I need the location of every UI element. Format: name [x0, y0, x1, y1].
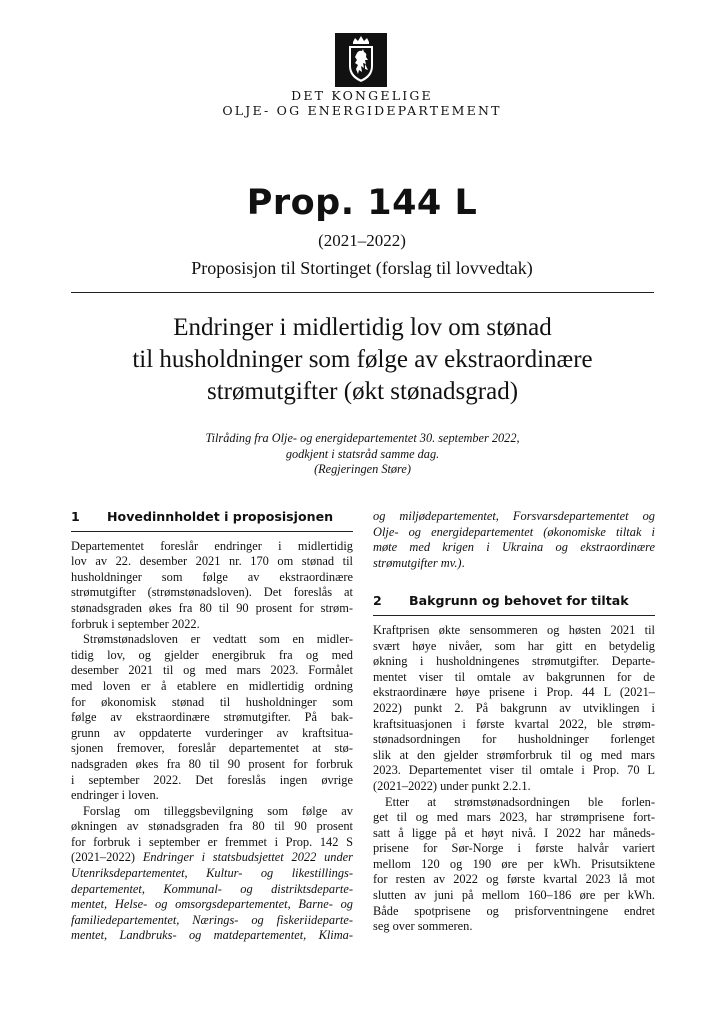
body-line: med loven er å etablere en midlertidig ordning	[71, 678, 353, 693]
body-line: mentet viser til omtale av bakgrunnen for de	[373, 669, 655, 684]
body-line: tidig lov, og gjelder energibruk fra og med	[71, 647, 353, 662]
body-line: seg over sommeren.	[373, 919, 473, 934]
body-line: i september 2022. Det foreslås ingen øvrige	[71, 772, 353, 787]
body-line: nadsgraden økes fra 80 til 90 prosent for forbruk	[71, 756, 353, 771]
body-line: husholdninger som følge av ekstraordinære	[71, 569, 353, 584]
body-line: økningen av stønadsgraden fra 80 til 90 prosent	[71, 819, 353, 834]
body-line: Utenriksdepartementet, Kultur- og likestillings-	[71, 866, 353, 881]
body-line: mentet, Helse- og omsorgsdepartementet, Barne- og	[71, 897, 353, 912]
body-line: departementet, Kommunal- og distriktsdeparte-	[71, 881, 353, 896]
body-line: Forslag om tilleggsbevilgning som følge av	[83, 803, 353, 818]
body-line: forbruk i september 2022.	[71, 616, 200, 631]
section-title: Bakgrunn og behovet for tiltak	[409, 593, 629, 609]
body-line: grunn av oppdaterte vurderinger av kraftsitua-	[71, 725, 353, 740]
body-line	[373, 556, 655, 572]
document-title-line: Endringer i midlertidig lov om stønad	[173, 314, 552, 341]
body-line: 2022) punkt 2. På bakgrunn av utviklingen i	[373, 700, 655, 715]
section-number: 1	[71, 509, 80, 524]
body-line: stønadsordningen for husholdninger forlenget	[373, 732, 655, 747]
body-line: mentet, Landbruks- og matdepartementet, Klima-	[71, 928, 353, 943]
proposition-number: Prop. 144 L	[246, 183, 478, 223]
body-text: .	[461, 555, 465, 570]
body-text-italic: strømutgifter mv.)	[373, 555, 462, 570]
body-line: slutten av juni på mellom 160–186 øre per kWh.	[373, 888, 655, 903]
document-title	[71, 312, 654, 408]
submission-line: godkjent i statsråd samme dag.	[285, 446, 440, 461]
body-line: for resten av 2022 og første kvartal 2023 lå mot	[373, 872, 655, 887]
body-line: Både spotprisene og prisforventningene endret	[373, 903, 655, 918]
body-line: stønadsgraden økes fra 80 til 90 prosent for strøm-	[71, 600, 353, 615]
body-line	[71, 850, 353, 866]
submission-note	[71, 431, 654, 478]
body-line: følge av ekstraordinære strømutgifter. På bak-	[71, 710, 353, 725]
body-line: familiedepartementet, Nærings- og fiskeriideparte-	[71, 912, 353, 927]
section-number: 2	[373, 593, 382, 609]
section-2-heading	[373, 593, 655, 616]
body-line: desember 2021 til og med mars 2023. Formålet	[71, 663, 353, 678]
body-line: slik at den gjelder strømforbruk til og med mars	[373, 747, 655, 762]
body-line: møte med krigen i Ukraina og ekstraordinære	[373, 540, 655, 555]
body-line: for forbruk i september er fremmet i Prop. 142 S	[71, 834, 353, 849]
body-line: svært høye nivåer, som har gitt en betydelig	[373, 638, 655, 653]
body-line: kraftsituasjonen i første kvartal 2022, ble strøm-	[373, 716, 655, 731]
body-line: Olje- og energidepartementet (økonomiske tiltak i	[373, 524, 655, 539]
body-line: og miljødepartementet, Forsvarsdepartementet og	[373, 509, 655, 523]
body-line: endringer i loven.	[71, 788, 159, 803]
body-line: Etter at strømstønadsordningen ble forlen-	[385, 794, 655, 809]
body-line: (2021–2022) under punkt 2.2.1.	[373, 778, 531, 793]
body-line: ekstraordinære høye prisene i Prop. 44 L (2021–	[373, 685, 655, 700]
body-text: (2021–2022)	[71, 850, 136, 865]
body-line: sjonen fremover, foreslår departementet at stø-	[71, 741, 353, 756]
proposition-type: Proposisjon til Stortinget (forslag til lovvedtak)	[191, 258, 533, 278]
title-divider	[71, 292, 654, 293]
right-column	[373, 509, 655, 935]
ministry-name-line1: DET KONGELIGE	[291, 88, 433, 103]
body-text-italic: Endringer i statsbudsjettet 2022 under	[142, 850, 353, 865]
left-column	[71, 509, 353, 944]
body-line: Departementet foreslår endringer i midlertidig	[71, 538, 353, 553]
section-1-heading	[71, 509, 353, 532]
ministry-name-line2: OLJE- OG ENERGIDEPARTEMENT	[222, 103, 502, 118]
body-line: get til og med mars 2023, har strømprisene fort-	[373, 810, 655, 825]
body-line: Strømstønadsloven er vedtatt som en midler-	[83, 632, 353, 647]
royal-lion-crest-icon	[335, 33, 387, 87]
body-line: mellom 120 og 190 øre per kWh. Prisutsiktene	[373, 856, 655, 871]
session-years: (2021–2022)	[318, 231, 406, 250]
body-line: Kraftprisen økte sensommeren og høsten 2021 til	[373, 622, 655, 637]
document-title-line: strømutgifter (økt stønadsgrad)	[206, 378, 519, 405]
body-line: strømutgifter (strømstønadsloven). Det foreslås at	[71, 585, 353, 600]
body-line: økning i husholdningenes strømutgifter. Departe-	[373, 654, 655, 669]
submission-line: (Regjeringen Støre)	[314, 462, 411, 476]
body-line: satt å ligge på et høyt nivå. I 2022 har måneds-	[373, 825, 655, 840]
body-line: 2023. Departementet viser til omtale i Prop. 70 L	[373, 763, 655, 778]
section-title: Hovedinnholdet i proposisjonen	[107, 509, 334, 524]
body-line: lov av 22. desember 2021 nr. 170 om stønad til	[71, 554, 353, 569]
body-line: prisene for Sør-Norge i første halvår variert	[373, 841, 655, 856]
body-line: for økonomisk stønad til husholdninger som	[71, 694, 353, 709]
document-title-line: til husholdninger som følge av ekstraordinære	[132, 346, 593, 373]
submission-line: Tilråding fra Olje- og energidepartementet 30. september 2022,	[205, 431, 520, 445]
